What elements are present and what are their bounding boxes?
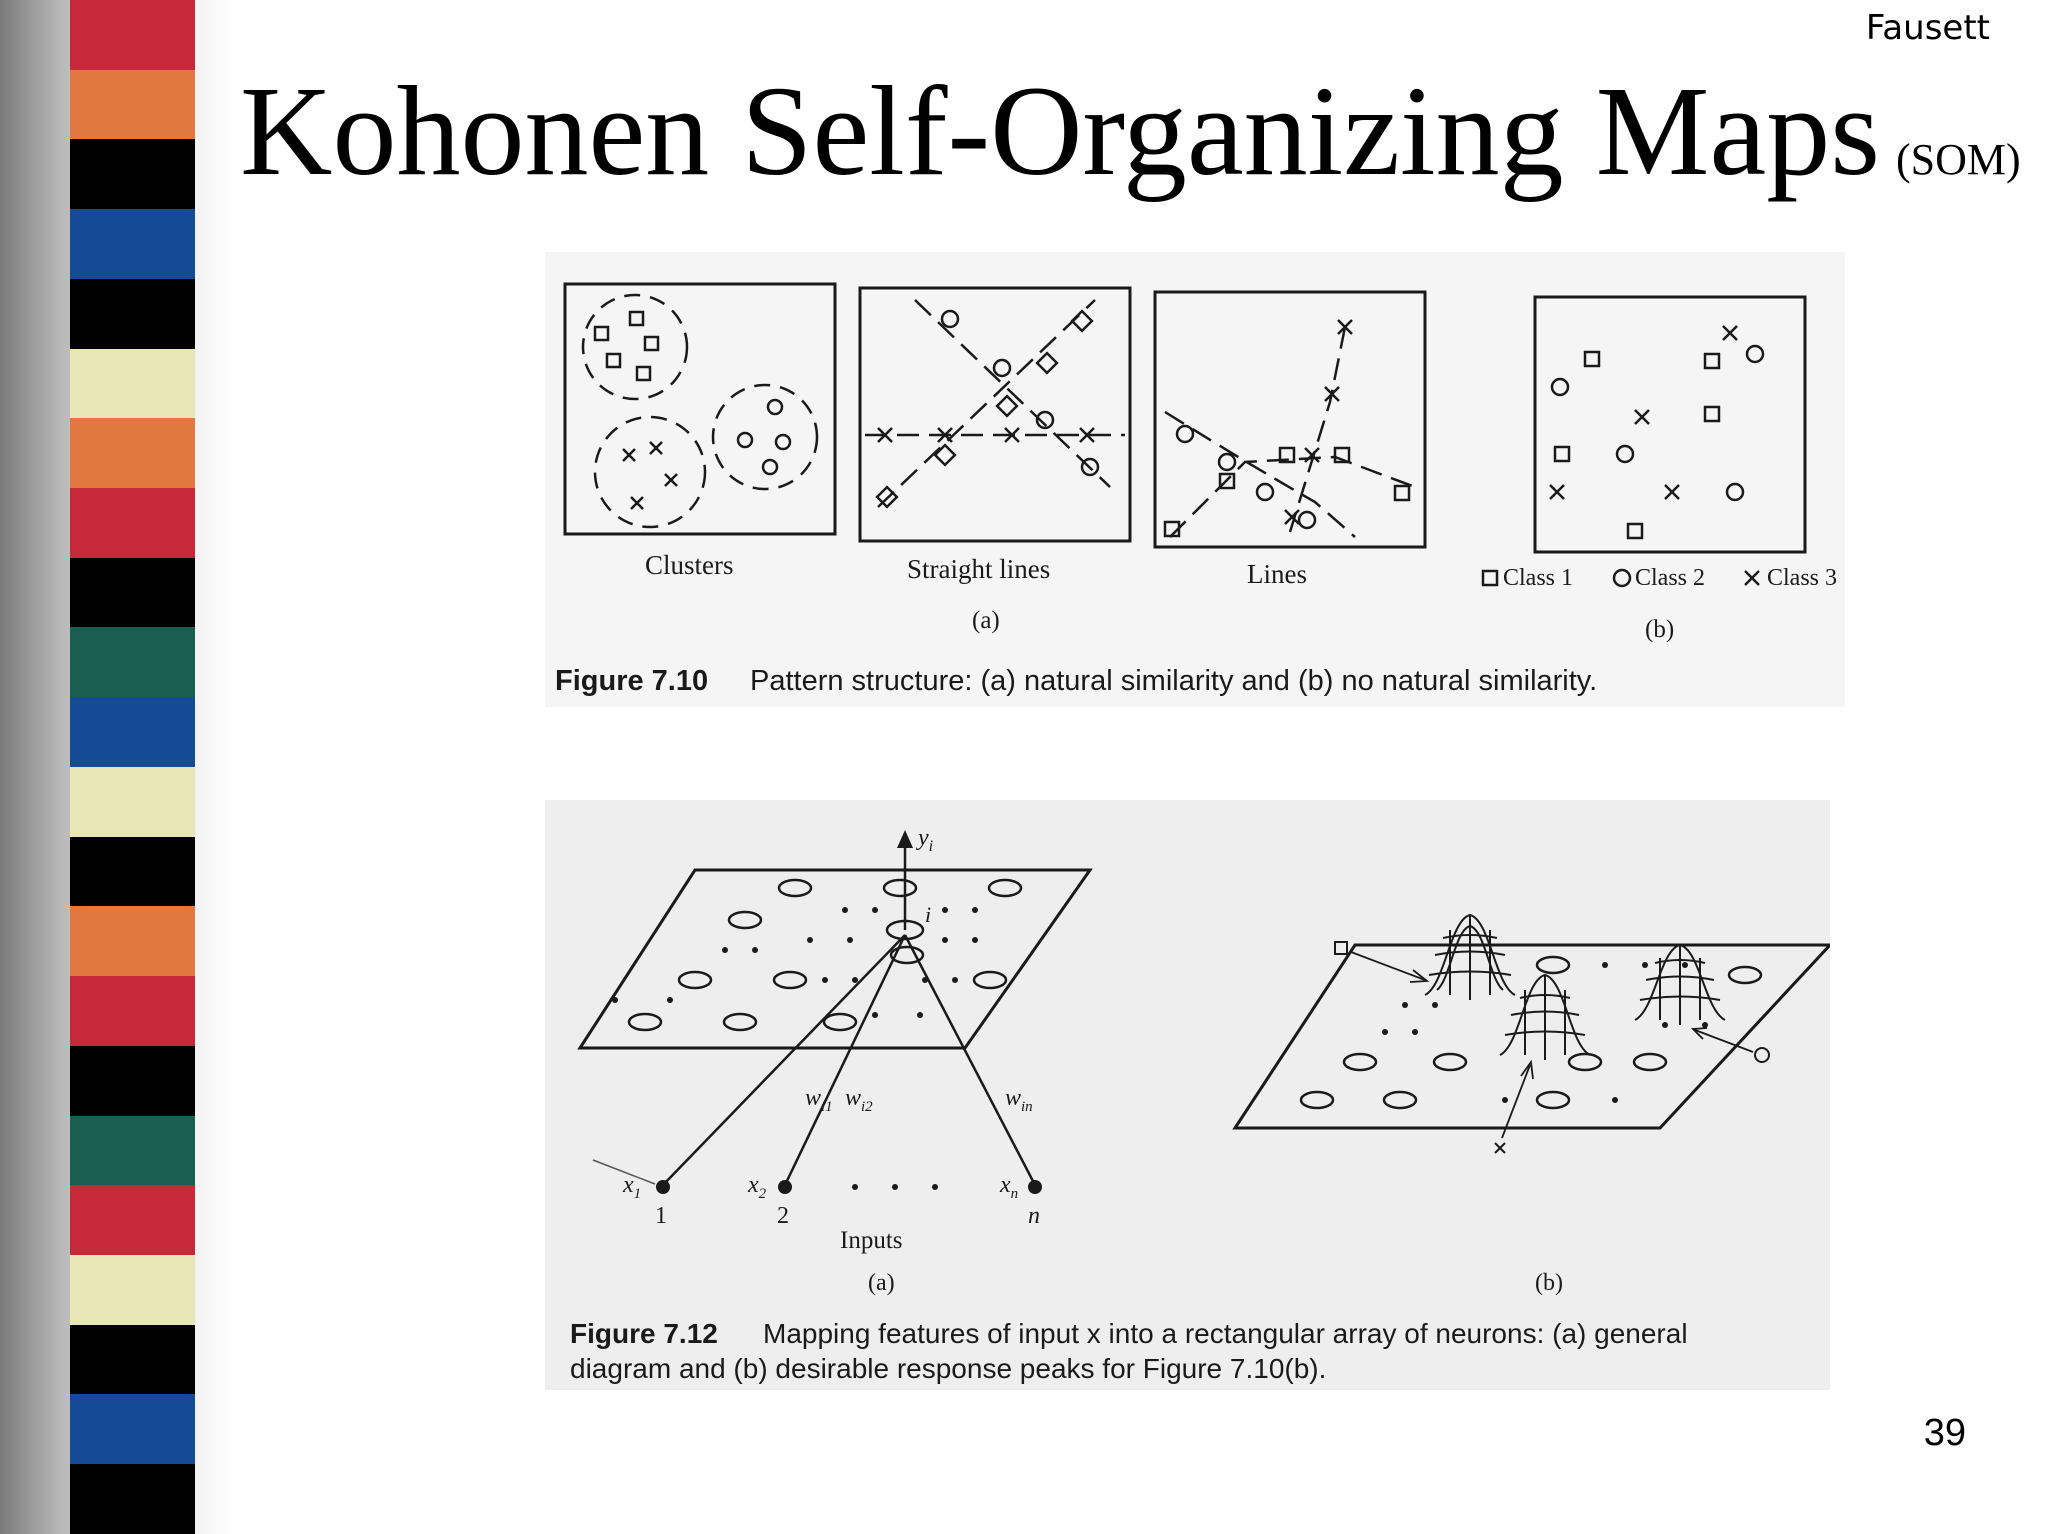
subfig-label-a-7-12: (a): [868, 1270, 895, 1296]
class2-pointer: [1695, 1030, 1753, 1052]
stripe-segment: [70, 837, 195, 907]
subfig-label-b-7-12: (b): [1535, 1270, 1563, 1296]
title-main: Kohonen Self-Organizing Maps: [240, 60, 1880, 202]
stripe-segment: [70, 418, 195, 488]
input-x1: $x_1$: [623, 1172, 642, 1202]
subfig-label-b: (b): [1645, 616, 1675, 643]
legend-class2: Class 2: [1635, 565, 1706, 591]
input-index-n: n: [1028, 1203, 1040, 1229]
caption-7-10-text: Pattern structure: (a) natural similarity and (b) no natural similarity.: [750, 665, 1598, 697]
stripe-segment: [70, 1185, 195, 1255]
stripe-segment: [70, 976, 195, 1046]
weight-lines: [663, 935, 1035, 1185]
input-xn: $x_n$: [1000, 1172, 1019, 1202]
class2-input-icon: [1755, 1048, 1769, 1062]
input-index-1: 1: [655, 1203, 667, 1229]
neuron-plane-b: [1235, 945, 1830, 1128]
output-arrowhead-icon: [897, 830, 913, 848]
legend-class1: Class 1: [1503, 565, 1574, 591]
class1-legend-icon: [1483, 571, 1497, 585]
stripe-segment: [70, 1116, 195, 1186]
stripe-segment: [70, 558, 195, 628]
clusters-panel: [565, 284, 835, 534]
class3-input-icon: [1495, 1143, 1505, 1153]
neuron-dots-a: [612, 907, 978, 1018]
panel-label-straight-lines: Straight lines: [907, 554, 1051, 584]
caption-7-12-line1: Mapping features of input x into a rectangular array of neurons: (a) general: [763, 1318, 1688, 1349]
input-index-2: 2: [777, 1203, 789, 1229]
class1-pointer: [1351, 952, 1425, 980]
panel-label-lines: Lines: [1247, 559, 1307, 589]
no-similarity-markers: [1550, 326, 1763, 538]
panel-label-clusters: Clusters: [645, 550, 734, 580]
neuron-plane-a: [580, 870, 1090, 1048]
stripe-segment: [70, 1464, 195, 1534]
class2-legend-icon: [1614, 570, 1630, 586]
straight-lines-panel: [860, 288, 1130, 541]
weight-i1: $w_{i1}$: [805, 1085, 833, 1115]
stripe-segment: [70, 70, 195, 140]
clusters-markers: [583, 295, 817, 527]
stripe-segment: [70, 139, 195, 209]
unit-i-label: i: [925, 902, 932, 927]
decorative-stripe: [70, 0, 195, 1534]
straight-lines-markers: [865, 300, 1125, 507]
output-label: $y_i$: [918, 825, 934, 855]
caption-7-12-line2: diagram and (b) desirable response peaks for Figure 7.10(b).: [570, 1353, 1327, 1384]
caption-7-10-number: Figure 7.10: [555, 665, 709, 697]
stripe-segment: [70, 1255, 195, 1325]
author-label: Fausett: [1865, 8, 1990, 48]
input-x2: $x_2$: [748, 1172, 767, 1202]
title-suffix: (SOM): [1896, 135, 2021, 184]
response-peaks: [1425, 915, 1725, 1060]
stripe-segment: [70, 349, 195, 419]
no-similarity-panel: [1535, 297, 1805, 552]
stripe-segment: [70, 0, 195, 70]
stripe-segment: [70, 906, 195, 976]
lines-markers: [1165, 320, 1415, 537]
weight-in: $w_{in}$: [1005, 1085, 1033, 1115]
subfig-label-a: (a): [972, 607, 1000, 634]
input-nodes: [656, 1180, 1042, 1194]
slide-title: [240, 55, 2021, 209]
class3-legend-icon: [1745, 571, 1759, 585]
stripe-segment: [70, 209, 195, 279]
neuron-units-a: [629, 880, 1021, 1030]
figure-7-12: [545, 800, 1830, 1390]
stripe-segment: [70, 279, 195, 349]
stripe-segment: [70, 1046, 195, 1116]
caption-7-12-number: Figure 7.12: [570, 1318, 718, 1349]
stripe-segment: [70, 1325, 195, 1395]
stripe-segment: [70, 488, 195, 558]
stripe-segment: [70, 697, 195, 767]
weight-i2: $w_{i2}$: [845, 1085, 873, 1115]
stripe-segment: [70, 1394, 195, 1464]
lines-panel: [1155, 292, 1425, 547]
figure-7-10: [545, 252, 1845, 707]
inputs-label: Inputs: [840, 1227, 903, 1254]
legend-class3: Class 3: [1767, 565, 1838, 591]
stripe-segment: [70, 767, 195, 837]
stripe-segment: [70, 627, 195, 697]
page-number: 39: [1923, 1412, 1966, 1454]
class1-input-icon: [1335, 942, 1347, 954]
